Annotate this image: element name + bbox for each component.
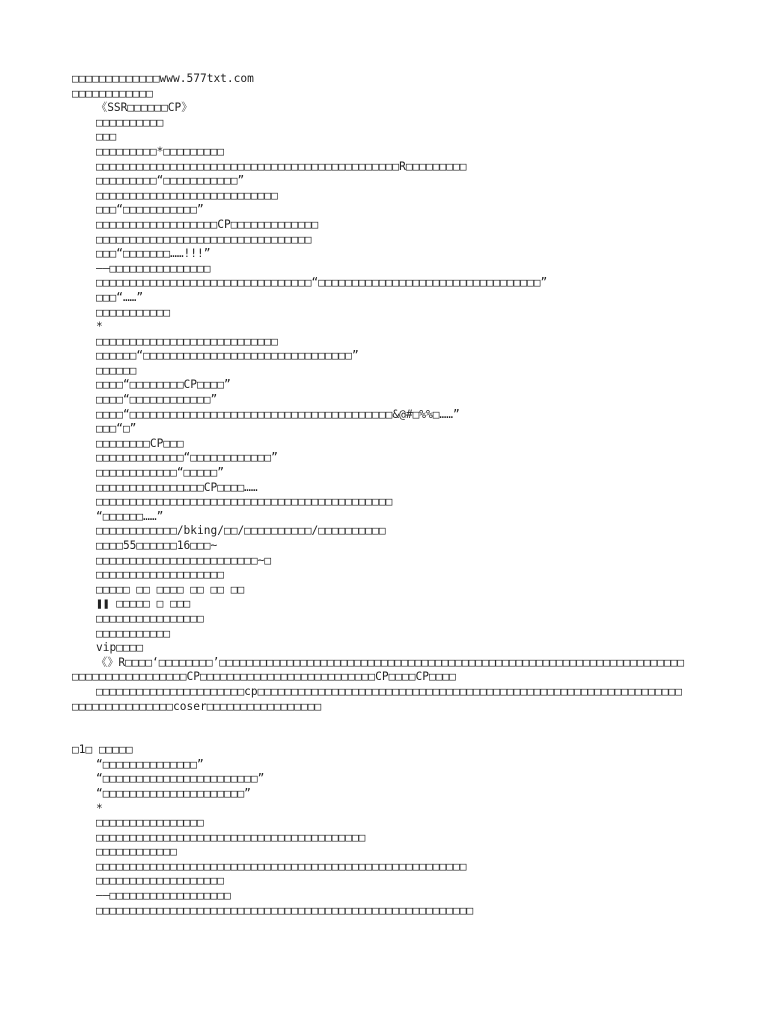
text-line: □□□□□□□□□□□□□“□□□□□□□□□□□□” [96,451,278,465]
text-line: “□□□□□□□□□□□□□□” [96,757,204,771]
text-line: □□□□□□□□□□□□□□□□□CP□□□□□□□□□□□□□□□□□□□□□□□□□□CP□□□□CP□□□□ [72,670,456,684]
text-line: □□□□□□□□□□□□□□□□□□□□□□□□□□□□□□□□□□□□□□□□ [96,830,366,844]
text-line: □□□□□□“□□□□□□□□□□□□□□□□□□□□□□□□□□□□□□□” [96,349,359,363]
text-line: 《》R□□□□‘□□□□□□□□’□□□□□□□□□□□□□□□□□□□□□□□□□□□□□□□□□□□□□□□□□□□□□□□□□□□□□□□□□□□□□□□□□□□□□ [96,655,685,669]
text-line: □□□□□□□□CP□□□ [96,436,184,450]
text-line: □□□□□□□□□□□□□□□□□□□□□□□□□□□□□□□□ [96,232,312,246]
text-line: □□□□□□□□□□□□“□□□□□” [96,466,224,480]
text-line: “□□□□□□□□□□□□□□□□□□□□□□□” [96,772,265,786]
text-line: vip□□□□ [96,641,144,655]
section-2 [72,758,712,919]
text-line: □□□“……” [96,290,144,304]
text-line: □□□ [96,130,117,144]
text-line: □□□□□□□□□□ [96,115,164,129]
text-line: □□□□□□□□□□□□□□□□□□□□□□□□□□□ [96,334,278,348]
text-line: □□□□“□□□□□□□□□□□□” [96,393,218,407]
section-1 [72,101,712,670]
text-line: □□□“□” [96,422,137,436]
text-line: * [96,320,103,334]
text-line: ——□□□□□□□□□□□□□□□□□□ [96,889,231,903]
text-line: □□□□□□□□□□□ [96,626,171,640]
text-line: □□□“□□□□□□□□□□□” [96,203,204,217]
text-line: □□□□“□□□□□□□□CP□□□□” [96,378,231,392]
text-line: □□□□□□□□□□□□□□□□ [96,611,204,625]
chapter-title: □1□ □□□□□ [72,743,133,757]
section-1-paragraph-2-wrap [72,700,712,715]
text-line: □□□□□□□□□□□□□□□□□□□□□□□□□□□□□□□□□□□□□□□□□□□□□R□□□□□□□□□ [96,159,467,173]
text-line: □□□□□□□□□□□□□□□□CP□□□□…… [96,480,258,494]
section-1-paragraph-2 [72,685,712,700]
text-line: ——□□□□□□□□□□□□□□□ [96,261,211,275]
text-line: □□□□□□□□□□□□□□□□□□□ [96,568,224,582]
text-line: □□□□□□□□□□□□□□□□ [96,816,204,830]
text-line: □□□□□□□□□□□□□□□□□□□□□□□□□□□□□□□□□□□□□□□□□□□□□□□□□□□□□□□□ [96,903,474,917]
document-body [72,72,712,918]
text-line: □□□□55□□□□□□16□□□~ [96,539,218,552]
text-line: □□□□□□□□□□□□□□□coser□□□□□□□□□□□□□□□□□ [72,699,322,713]
text-line: □□□□□□□□□□□□ [96,845,177,859]
text-line: □□□□□□□□□□□ [96,305,171,319]
text-line: □□□“□□□□□□□……!!!” [96,247,211,261]
text-line: ❚❚ □□□□□ □ □□□ [96,597,191,611]
header-block [72,72,712,101]
text-line: □□□□“□□□□□□□□□□□□□□□□□□□□□□□□□□□□□□□□□□□□□□□&@#□%%□……” [96,407,460,421]
text-line: * [96,801,103,815]
text-line: □□□□□□ [96,363,137,377]
text-line: □□□□□□□□□□□□□□□□□□□□□□□□□□□ [96,188,278,202]
section-1-wrapped-line [72,670,712,685]
text-line: □□□□□□□□□□□□□www.577txt.com [72,72,254,85]
text-line: □□□□□ □□ □□□□ □□ □□ □□ [96,582,245,596]
text-line: □□□□□□□□□□□□□□□□□□□□□□□□~□ [96,553,272,567]
text-line: 《SSR□□□□□□CP》 [96,101,193,115]
text-line: □□□□□□□□□□□□□□□□□□□□□□□□□□□□□□□□□□□□□□□□□□□□ [96,495,393,509]
text-line: □□□□□□□□□□□□□□□□□□CP□□□□□□□□□□□□□ [96,217,319,231]
text-line: □□□□□□□□□□□□□□□□□□□□□□□□□□□□□□□□“□□□□□□□□□□□□□□□□□□□□□□□□□□□□□□□□□” [96,276,548,290]
text-line: □□□□□□□□□*□□□□□□□□□ [96,144,224,158]
text-line: □□□□□□□□□□□□□□□□□□□ [96,874,224,888]
text-line: □□□□□□□□□□□□/bking/□□/□□□□□□□□□□/□□□□□□□□□□ [96,524,386,538]
text-line: “□□□□□□……” [96,509,164,523]
text-line: □□□□□□□□□“□□□□□□□□□□□” [96,174,245,188]
text-line: □□□□□□□□□□□□□□□□□□□□□□□□□□□□□□□□□□□□□□□□□□□□□□□□□□□□□□□ [96,859,467,873]
text-line: □□□□□□□□□□□□□□□□□□□□□□cp□□□□□□□□□□□□□□□□□□□□□□□□□□□□□□□□□□□□□□□□□□□□□□□□□□□□□□□□□□□□□□□ [96,684,682,698]
text-line: “□□□□□□□□□□□□□□□□□□□□□” [96,786,251,800]
section-gap [72,714,712,743]
text-line: □□□□□□□□□□□□ [72,86,153,100]
